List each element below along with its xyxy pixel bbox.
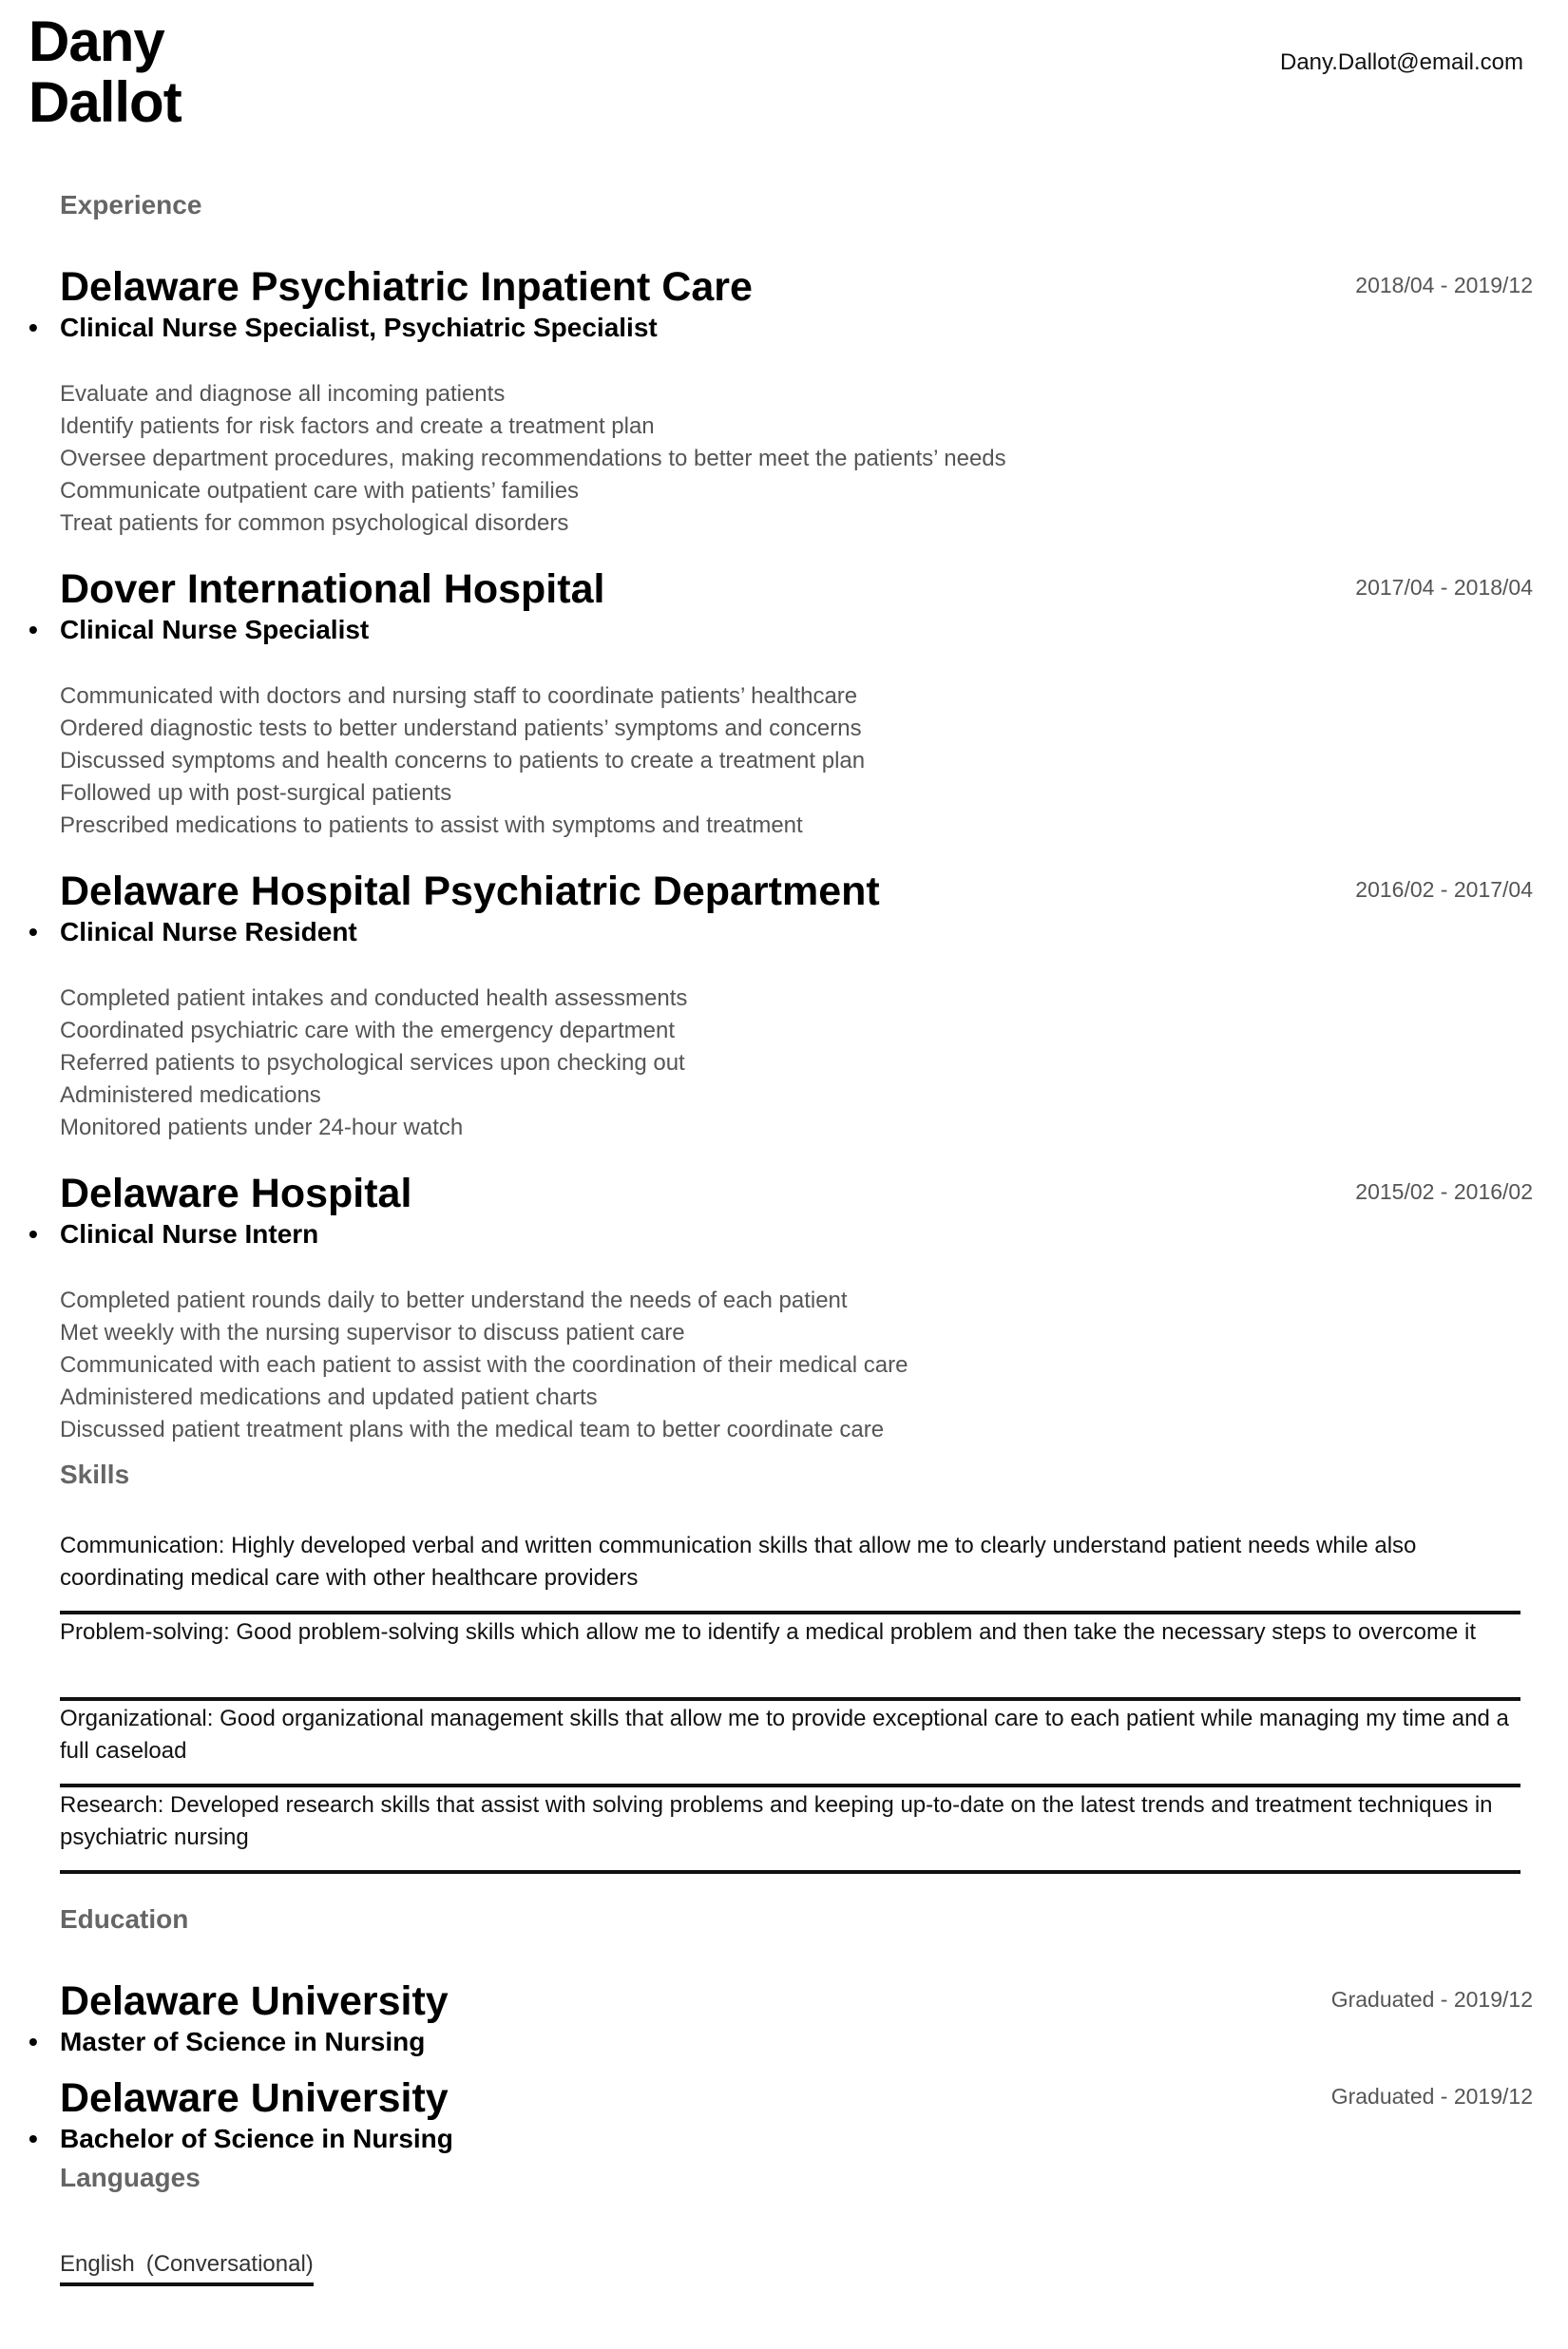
skill-item [60, 1787, 1520, 1874]
skill-item [60, 1528, 1520, 1614]
job-title [29, 1218, 319, 1251]
candidate-name [29, 11, 409, 133]
email-link[interactable]: Dany.Dallot@email.com [1280, 49, 1523, 75]
job-title-text: Clinical Nurse Resident [60, 917, 357, 946]
employment-dates: 2018/04 - 2019/12 [1355, 273, 1533, 297]
duty-item: Monitored patients under 24-hour watch [60, 1115, 464, 1140]
duty-item: Prescribed medications to patients to assist with symptoms and treatment [60, 812, 803, 838]
degree-text: Bachelor of Science in Nursing [60, 2124, 453, 2153]
education-heading: Education [60, 1904, 189, 1934]
job-title [29, 312, 658, 344]
employer-name: Delaware Hospital Psychiatric Department [60, 869, 880, 914]
duty-item: Discussed patient treatment plans with the medical team to better coordinate care [60, 1417, 885, 1442]
employment-dates: 2015/02 - 2016/02 [1355, 1179, 1533, 1204]
skill-text: Problem-solving: Good problem-solving skills which allow me to identify a medical problem and then take the necessary steps to overcome it [60, 1619, 1477, 1645]
skill-item [60, 1614, 1520, 1701]
duty-item: Referred patients to psychological services upon checking out [60, 1050, 685, 1076]
graduation-date: Graduated - 2019/12 [1330, 2084, 1533, 2109]
employment-dates: 2017/04 - 2018/04 [1355, 575, 1533, 600]
graduation-date: Graduated - 2019/12 [1330, 1987, 1533, 2012]
employment-dates: 2016/02 - 2017/04 [1355, 877, 1533, 902]
job-title [29, 614, 370, 646]
bullet-icon: • [29, 615, 38, 644]
school-name: Delaware University [60, 2075, 449, 2121]
duties-list [60, 378, 1006, 540]
language-item [60, 2250, 314, 2286]
degree [29, 2123, 453, 2155]
duty-item: Communicated with each patient to assist with the coordination of their medical care [60, 1352, 908, 1378]
duty-item: Completed patient intakes and conducted health assessments [60, 985, 688, 1011]
languages-heading: Languages [60, 2163, 201, 2192]
employer-name: Dover International Hospital [60, 566, 605, 612]
duty-item: Administered medications and updated patient charts [60, 1385, 598, 1410]
skills-list [60, 1528, 1520, 1874]
bullet-icon: • [29, 313, 38, 342]
language-level: (Conversational) [145, 2251, 314, 2277]
duty-item: Communicate outpatient care with patients’ families [60, 478, 580, 504]
duty-item: Treat patients for common psychological disorders [60, 510, 569, 536]
duties-list [60, 1285, 908, 1446]
duty-item: Identify patients for risk factors and create a treatment plan [60, 413, 655, 439]
employer-name: Delaware Hospital [60, 1171, 412, 1216]
last-name: Dallot [29, 70, 182, 134]
duty-item: Oversee department procedures, making recommendations to better meet the patients’ needs [60, 446, 1006, 471]
skill-text: Research: Developed research skills that assist with solving problems and keeping up-to-date on the latest trends and treatment techniques in psychiatric nursing [60, 1792, 1493, 1850]
duty-item: Communicated with doctors and nursing staff to coordinate patients’ healthcare [60, 683, 858, 709]
duties-list [60, 983, 687, 1144]
employer-name: Delaware Psychiatric Inpatient Care [60, 264, 753, 310]
duties-list [60, 680, 865, 842]
school-name: Delaware University [60, 1978, 449, 2024]
job-title-text: Clinical Nurse Intern [60, 1219, 319, 1249]
duty-item: Ordered diagnostic tests to better understand patients’ symptoms and concerns [60, 716, 862, 741]
skill-item [60, 1701, 1520, 1787]
skill-text: Organizational: Good organizational management skills that allow me to provide exceptional care to each patient while managing my time and a full caseload [60, 1706, 1509, 1764]
duty-item: Followed up with post-surgical patients [60, 780, 452, 806]
degree [29, 2026, 426, 2058]
duty-item: Coordinated psychiatric care with the emergency department [60, 1018, 675, 1043]
job-title-text: Clinical Nurse Specialist, Psychiatric Specialist [60, 313, 658, 342]
job-title [29, 916, 357, 948]
job-title-text: Clinical Nurse Specialist [60, 615, 370, 644]
duty-item: Completed patient rounds daily to better understand the needs of each patient [60, 1288, 848, 1313]
experience-heading: Experience [60, 190, 202, 220]
language-name: English [60, 2251, 135, 2277]
skills-heading: Skills [60, 1460, 130, 1489]
duty-item: Discussed symptoms and health concerns to patients to create a treatment plan [60, 748, 866, 773]
duty-item: Administered medications [60, 1082, 321, 1108]
first-name: Dany [29, 10, 164, 73]
duty-item: Evaluate and diagnose all incoming patients [60, 381, 506, 407]
bullet-icon: • [29, 2027, 38, 2056]
bullet-icon: • [29, 917, 38, 946]
skill-text: Communication: Highly developed verbal and written communication skills that allow me to clearly understand patient needs while also coordinating medical care with other healthcare providers [60, 1533, 1417, 1591]
degree-text: Master of Science in Nursing [60, 2027, 426, 2056]
bullet-icon: • [29, 2124, 38, 2153]
bullet-icon: • [29, 1219, 38, 1249]
duty-item: Met weekly with the nursing supervisor to discuss patient care [60, 1320, 685, 1346]
